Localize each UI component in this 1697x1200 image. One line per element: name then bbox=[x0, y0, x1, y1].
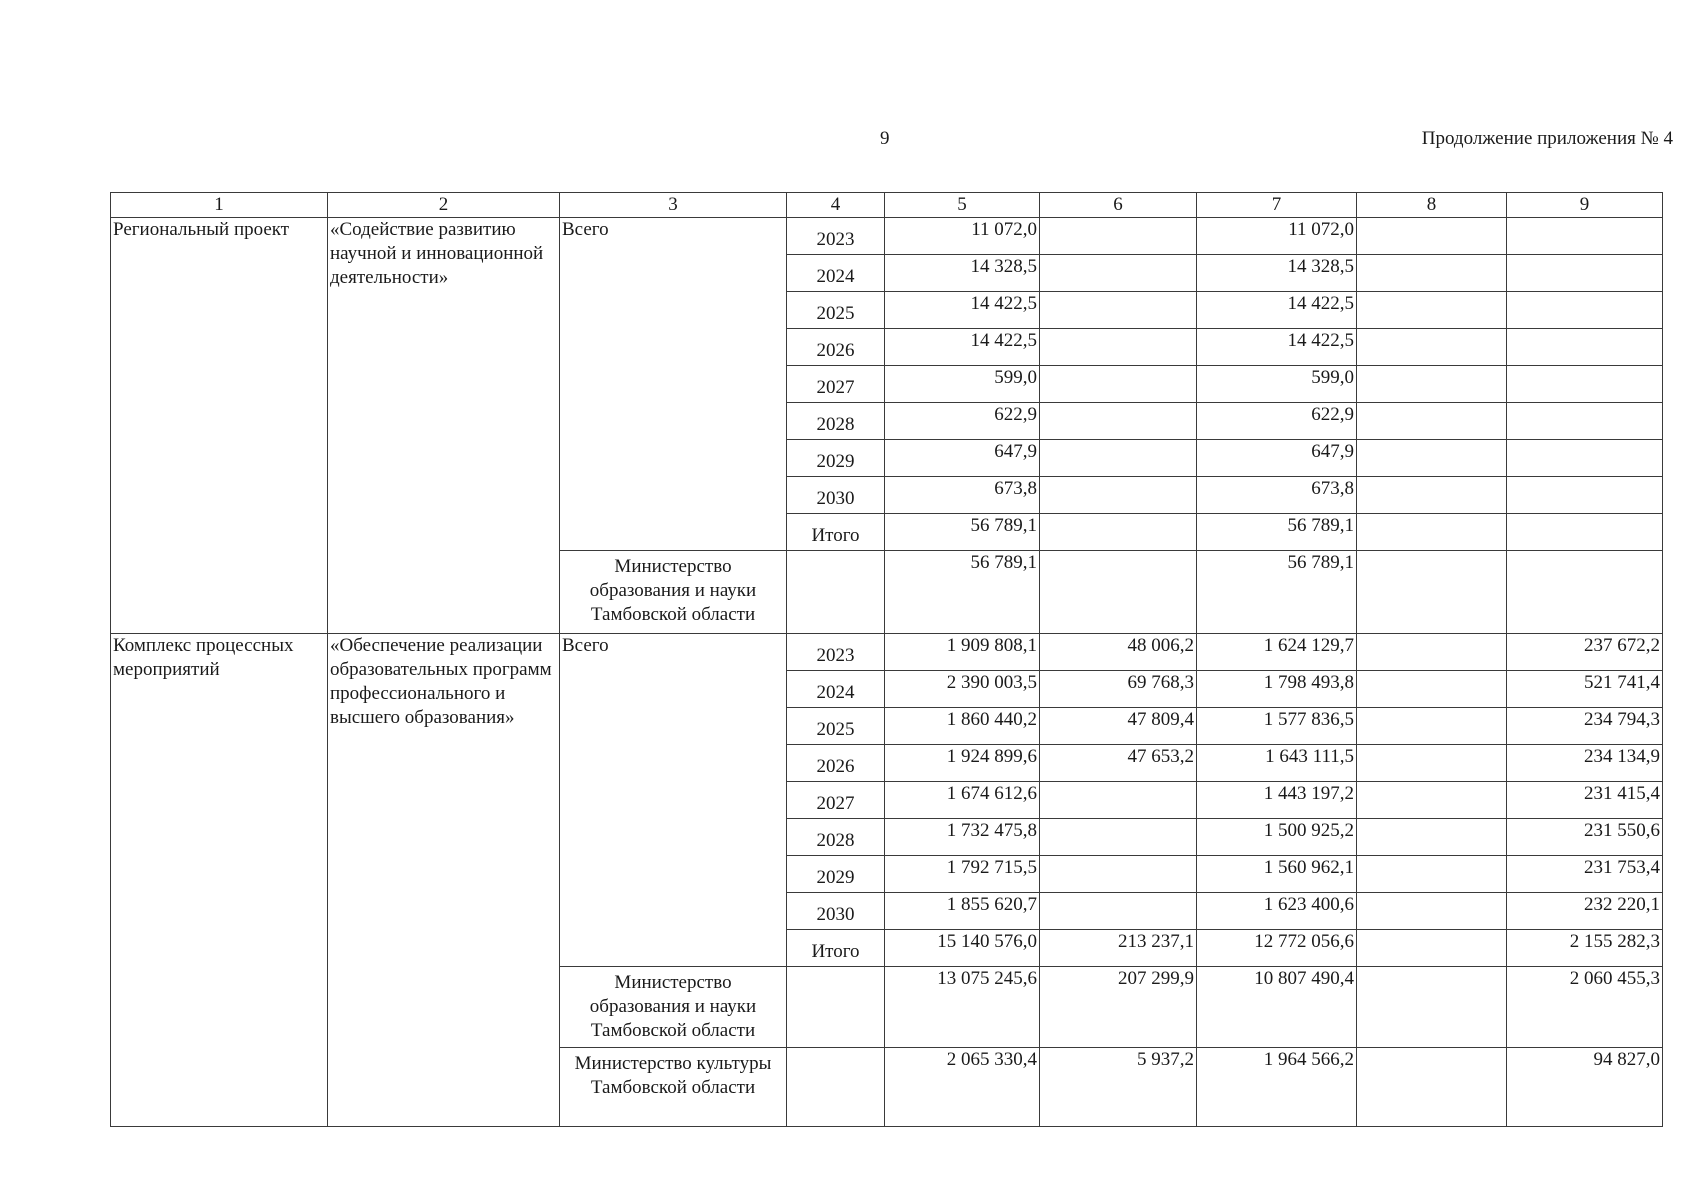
amount-cell: 599,0 bbox=[885, 366, 1040, 403]
amount-cell: 521 741,4 bbox=[1507, 671, 1663, 708]
year-cell: 2026 bbox=[787, 329, 885, 366]
amount-cell bbox=[1357, 930, 1507, 967]
amount-cell bbox=[1357, 403, 1507, 440]
amount-cell bbox=[1040, 551, 1197, 634]
amount-cell: 673,8 bbox=[1197, 477, 1357, 514]
amount-cell: 231 415,4 bbox=[1507, 782, 1663, 819]
amount-cell bbox=[1507, 292, 1663, 329]
amount-cell: 1 500 925,2 bbox=[1197, 819, 1357, 856]
amount-cell: 1 860 440,2 bbox=[885, 708, 1040, 745]
amount-cell bbox=[1357, 708, 1507, 745]
year-cell: 2027 bbox=[787, 782, 885, 819]
year-cell bbox=[787, 1048, 885, 1127]
amount-cell: 5 937,2 bbox=[1040, 1048, 1197, 1127]
amount-cell: 48 006,2 bbox=[1040, 634, 1197, 671]
amount-cell bbox=[1357, 551, 1507, 634]
column-header: 7 bbox=[1197, 193, 1357, 218]
amount-cell: 232 220,1 bbox=[1507, 893, 1663, 930]
amount-cell bbox=[1040, 819, 1197, 856]
activity-name-cell: «Содействие развитию научной и инновационной деятельности» bbox=[328, 218, 560, 634]
amount-cell: 56 789,1 bbox=[1197, 514, 1357, 551]
year-cell: 2023 bbox=[787, 634, 885, 671]
amount-cell bbox=[1357, 1048, 1507, 1127]
year-cell: 2028 bbox=[787, 403, 885, 440]
amount-cell bbox=[1507, 514, 1663, 551]
amount-cell: 1 643 111,5 bbox=[1197, 745, 1357, 782]
amount-cell: 622,9 bbox=[1197, 403, 1357, 440]
amount-cell bbox=[1357, 671, 1507, 708]
amount-cell bbox=[1507, 440, 1663, 477]
column-header: 2 bbox=[328, 193, 560, 218]
year-cell: 2023 bbox=[787, 218, 885, 255]
amount-cell: 12 772 056,6 bbox=[1197, 930, 1357, 967]
amount-cell bbox=[1357, 856, 1507, 893]
amount-cell: 234 794,3 bbox=[1507, 708, 1663, 745]
amount-cell: 1 623 400,6 bbox=[1197, 893, 1357, 930]
amount-cell bbox=[1357, 634, 1507, 671]
amount-cell bbox=[1507, 218, 1663, 255]
amount-cell bbox=[1357, 366, 1507, 403]
amount-cell: 207 299,9 bbox=[1040, 967, 1197, 1048]
amount-cell: 647,9 bbox=[1197, 440, 1357, 477]
amount-cell: 1 624 129,7 bbox=[1197, 634, 1357, 671]
amount-cell: 13 075 245,6 bbox=[885, 967, 1040, 1048]
amount-cell: 14 422,5 bbox=[1197, 292, 1357, 329]
table-row bbox=[111, 634, 1663, 671]
amount-cell bbox=[1357, 329, 1507, 366]
amount-cell bbox=[1357, 819, 1507, 856]
amount-cell: 2 390 003,5 bbox=[885, 671, 1040, 708]
activity-name-cell: «Обеспечение реализации образовательных программ профессионального и высшего образования» bbox=[328, 634, 560, 1127]
year-cell: 2030 bbox=[787, 893, 885, 930]
amount-cell bbox=[1357, 514, 1507, 551]
amount-cell: 11 072,0 bbox=[1197, 218, 1357, 255]
organization-cell: Министерство образования и науки Тамбовской области bbox=[560, 967, 787, 1048]
activity-type-cell: Региональный проект bbox=[111, 218, 328, 634]
budget-table bbox=[110, 192, 1663, 1127]
source-cell: Всего bbox=[560, 634, 787, 967]
amount-cell: 2 065 330,4 bbox=[885, 1048, 1040, 1127]
column-header: 1 bbox=[111, 193, 328, 218]
year-cell bbox=[787, 967, 885, 1048]
amount-cell: 1 964 566,2 bbox=[1197, 1048, 1357, 1127]
amount-cell: 1 560 962,1 bbox=[1197, 856, 1357, 893]
amount-cell bbox=[1357, 218, 1507, 255]
amount-cell: 10 807 490,4 bbox=[1197, 967, 1357, 1048]
amount-cell: 231 753,4 bbox=[1507, 856, 1663, 893]
table-row bbox=[111, 218, 1663, 255]
amount-cell: 14 422,5 bbox=[885, 292, 1040, 329]
amount-cell bbox=[1040, 782, 1197, 819]
amount-cell: 94 827,0 bbox=[1507, 1048, 1663, 1127]
appendix-continuation-label: Продолжение приложения № 4 bbox=[1421, 128, 1673, 149]
amount-cell bbox=[1507, 255, 1663, 292]
year-cell: 2029 bbox=[787, 856, 885, 893]
year-cell: 2024 bbox=[787, 671, 885, 708]
amount-cell bbox=[1040, 329, 1197, 366]
amount-cell: 622,9 bbox=[885, 403, 1040, 440]
year-cell: 2024 bbox=[787, 255, 885, 292]
year-cell: 2026 bbox=[787, 745, 885, 782]
amount-cell: 47 809,4 bbox=[1040, 708, 1197, 745]
amount-cell: 14 422,5 bbox=[1197, 329, 1357, 366]
amount-cell bbox=[1040, 292, 1197, 329]
column-header: 9 bbox=[1507, 193, 1663, 218]
amount-cell bbox=[1507, 366, 1663, 403]
amount-cell: 14 328,5 bbox=[1197, 255, 1357, 292]
year-cell: Итого bbox=[787, 514, 885, 551]
amount-cell bbox=[1040, 403, 1197, 440]
amount-cell bbox=[1040, 255, 1197, 292]
amount-cell: 11 072,0 bbox=[885, 218, 1040, 255]
amount-cell bbox=[1357, 292, 1507, 329]
amount-cell: 14 422,5 bbox=[885, 329, 1040, 366]
amount-cell bbox=[1357, 893, 1507, 930]
amount-cell bbox=[1507, 551, 1663, 634]
amount-cell bbox=[1040, 477, 1197, 514]
amount-cell: 2 155 282,3 bbox=[1507, 930, 1663, 967]
source-cell: Всего bbox=[560, 218, 787, 551]
column-header: 6 bbox=[1040, 193, 1197, 218]
year-cell: Итого bbox=[787, 930, 885, 967]
organization-cell: Министерство культуры Тамбовской области bbox=[560, 1048, 787, 1127]
amount-cell bbox=[1507, 403, 1663, 440]
amount-cell bbox=[1357, 967, 1507, 1048]
amount-cell bbox=[1040, 514, 1197, 551]
year-cell: 2025 bbox=[787, 292, 885, 329]
amount-cell: 237 672,2 bbox=[1507, 634, 1663, 671]
amount-cell: 234 134,9 bbox=[1507, 745, 1663, 782]
amount-cell: 2 060 455,3 bbox=[1507, 967, 1663, 1048]
amount-cell: 647,9 bbox=[885, 440, 1040, 477]
amount-cell bbox=[1507, 477, 1663, 514]
year-cell: 2028 bbox=[787, 819, 885, 856]
amount-cell: 1 924 899,6 bbox=[885, 745, 1040, 782]
amount-cell: 1 443 197,2 bbox=[1197, 782, 1357, 819]
amount-cell bbox=[1040, 366, 1197, 403]
amount-cell: 1 855 620,7 bbox=[885, 893, 1040, 930]
amount-cell: 56 789,1 bbox=[1197, 551, 1357, 634]
amount-cell: 1 674 612,6 bbox=[885, 782, 1040, 819]
amount-cell: 47 653,2 bbox=[1040, 745, 1197, 782]
amount-cell bbox=[1357, 745, 1507, 782]
amount-cell: 1 909 808,1 bbox=[885, 634, 1040, 671]
amount-cell: 231 550,6 bbox=[1507, 819, 1663, 856]
year-cell: 2027 bbox=[787, 366, 885, 403]
amount-cell bbox=[1357, 440, 1507, 477]
column-header: 8 bbox=[1357, 193, 1507, 218]
amount-cell: 673,8 bbox=[885, 477, 1040, 514]
page-number: 9 bbox=[880, 128, 890, 149]
activity-type-cell: Комплекс процессных мероприятий bbox=[111, 634, 328, 1127]
amount-cell bbox=[1357, 477, 1507, 514]
amount-cell: 1 798 493,8 bbox=[1197, 671, 1357, 708]
amount-cell bbox=[1040, 893, 1197, 930]
year-cell: 2029 bbox=[787, 440, 885, 477]
amount-cell: 56 789,1 bbox=[885, 551, 1040, 634]
amount-cell: 599,0 bbox=[1197, 366, 1357, 403]
year-cell: 2030 bbox=[787, 477, 885, 514]
column-header-row bbox=[111, 193, 1663, 218]
amount-cell: 69 768,3 bbox=[1040, 671, 1197, 708]
organization-cell: Министерство образования и науки Тамбовской области bbox=[560, 551, 787, 634]
column-header: 4 bbox=[787, 193, 885, 218]
amount-cell: 14 328,5 bbox=[885, 255, 1040, 292]
column-header: 5 bbox=[885, 193, 1040, 218]
amount-cell: 1 792 715,5 bbox=[885, 856, 1040, 893]
column-header: 3 bbox=[560, 193, 787, 218]
year-cell bbox=[787, 551, 885, 634]
amount-cell: 15 140 576,0 bbox=[885, 930, 1040, 967]
amount-cell: 56 789,1 bbox=[885, 514, 1040, 551]
year-cell: 2025 bbox=[787, 708, 885, 745]
amount-cell bbox=[1040, 856, 1197, 893]
amount-cell: 1 732 475,8 bbox=[885, 819, 1040, 856]
amount-cell bbox=[1357, 255, 1507, 292]
amount-cell bbox=[1507, 329, 1663, 366]
amount-cell bbox=[1040, 218, 1197, 255]
amount-cell: 213 237,1 bbox=[1040, 930, 1197, 967]
amount-cell bbox=[1357, 782, 1507, 819]
amount-cell bbox=[1040, 440, 1197, 477]
amount-cell: 1 577 836,5 bbox=[1197, 708, 1357, 745]
